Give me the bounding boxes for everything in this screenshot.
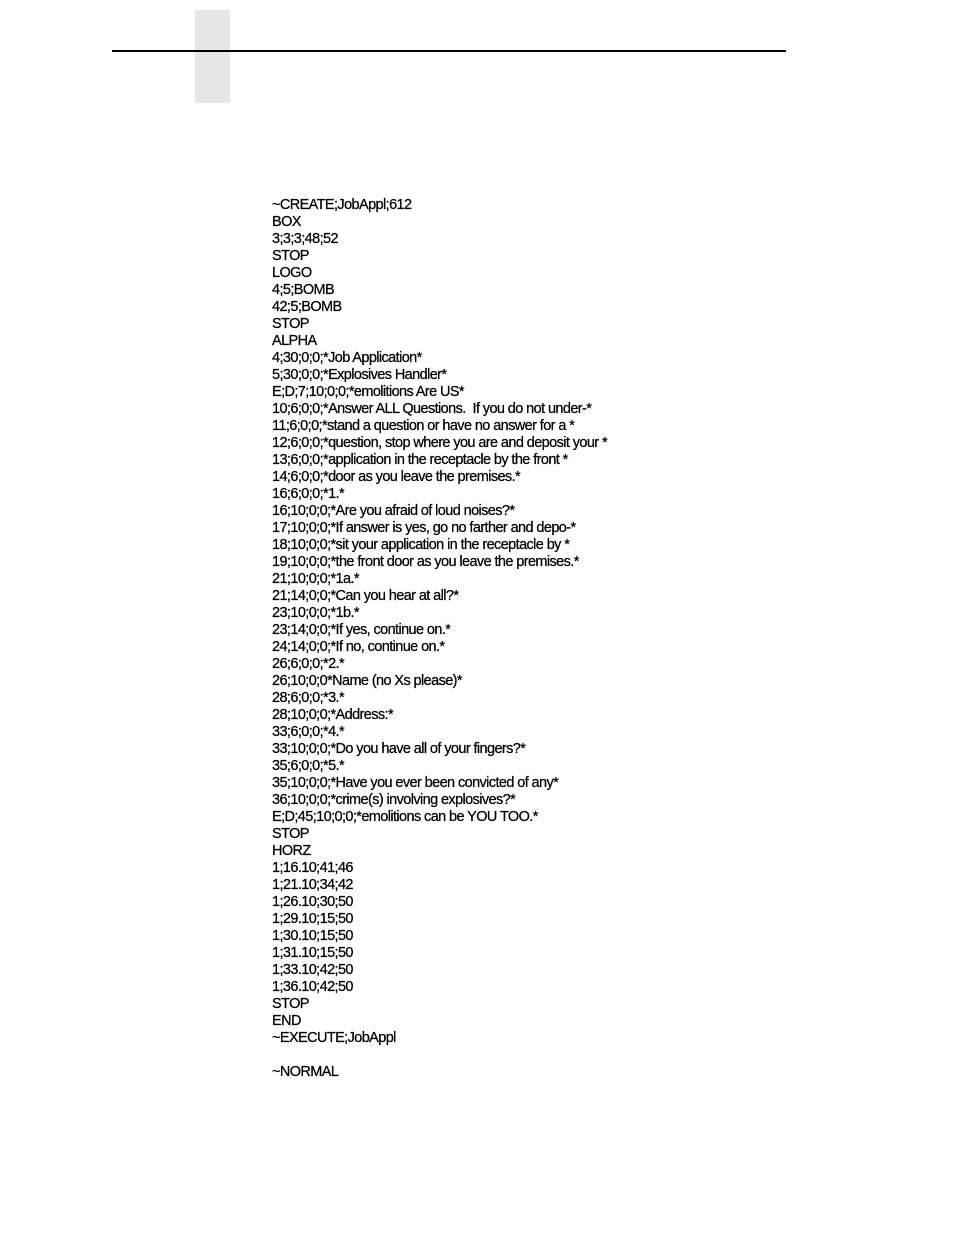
code-line: 18;10;0;0;*sit your application in the receptacle by * (272, 537, 570, 553)
code-line: STOP (272, 248, 309, 264)
code-line: 11;6;0;0;*stand a question or have no answer for a * (272, 418, 575, 434)
code-line: 24;14;0;0;*If no, continue on.* (272, 639, 445, 655)
code-line: STOP (272, 316, 309, 332)
code-line: 4;30;0;0;*Job Application* (272, 350, 422, 366)
code-line: ALPHA (272, 333, 317, 349)
code-line: STOP (272, 826, 309, 842)
code-line: 35;10;0;0;*Have you ever been convicted of any* (272, 775, 559, 791)
code-line: 28;6;0;0;*3.* (272, 690, 345, 706)
code-line: LOGO (272, 265, 312, 281)
code-line: 16;10;0;0;*Are you afraid of loud noises?* (272, 503, 515, 519)
code-line: 1;16.10;41;46 (272, 860, 353, 876)
code-line: ~NORMAL (272, 1064, 339, 1080)
code-line: 14;6;0;0;*door as you leave the premises.* (272, 469, 521, 485)
code-line: 13;6;0;0;*application in the receptacle by the front * (272, 452, 568, 468)
page-tab-marker (195, 10, 230, 103)
header-rule (112, 50, 786, 52)
code-line: 1;31.10;15;50 (272, 945, 353, 961)
code-line: 19;10;0;0;*the front door as you leave the premises.* (272, 554, 579, 570)
code-line: 35;6;0;0;*5.* (272, 758, 345, 774)
code-line: 1;21.10;34;42 (272, 877, 353, 893)
code-line: 10;6;0;0;*Answer ALL Questions. If you do not under-* (272, 401, 592, 417)
code-line: 33;10;0;0;*Do you have all of your fingers?* (272, 741, 526, 757)
code-line: 17;10;0;0;*If answer is yes, go no farther and depo-* (272, 520, 576, 536)
code-line: 12;6;0;0;*question, stop where you are and deposit your * (272, 435, 607, 451)
code-line: ~CREATE;JobAppl;612 (272, 197, 412, 213)
code-line: 33;6;0;0;*4.* (272, 724, 345, 740)
code-line: 23;10;0;0;*1b.* (272, 605, 359, 621)
code-line: STOP (272, 996, 309, 1012)
code-line: 42;5;BOMB (272, 299, 342, 315)
code-line: 21;14;0;0;*Can you hear at all?* (272, 588, 459, 604)
code-line: 1;26.10;30;50 (272, 894, 353, 910)
code-line: ~EXECUTE;JobAppl (272, 1030, 396, 1046)
code-line: 1;29.10;15;50 (272, 911, 353, 927)
code-line: E;D;7;10;0;0;*emolitions Are US* (272, 384, 464, 400)
code-line: 4;5;BOMB (272, 282, 335, 298)
code-listing (272, 197, 832, 1081)
code-line: 16;6;0;0;*1.* (272, 486, 345, 502)
code-line: 26;10;0;0*Name (no Xs please)* (272, 673, 462, 689)
code-line: BOX (272, 214, 301, 230)
code-line: 5;30;0;0;*Explosives Handler* (272, 367, 447, 383)
code-line: END (272, 1013, 301, 1029)
code-line: 1;36.10;42;50 (272, 979, 353, 995)
code-line: HORZ (272, 843, 311, 859)
code-line: 26;6;0;0;*2.* (272, 656, 345, 672)
code-line: 28;10;0;0;*Address:* (272, 707, 394, 723)
code-line: 23;14;0;0;*If yes, continue on.* (272, 622, 451, 638)
code-line: 3;3;3;48;52 (272, 231, 338, 247)
code-line: 36;10;0;0;*crime(s) involving explosives?* (272, 792, 516, 808)
code-line: 21;10;0;0;*1a.* (272, 571, 359, 587)
code-line: 1;30.10;15;50 (272, 928, 353, 944)
code-line: 1;33.10;42;50 (272, 962, 353, 978)
code-line: E;D;45;10;0;0;*emolitions can be YOU TOO.* (272, 809, 538, 825)
